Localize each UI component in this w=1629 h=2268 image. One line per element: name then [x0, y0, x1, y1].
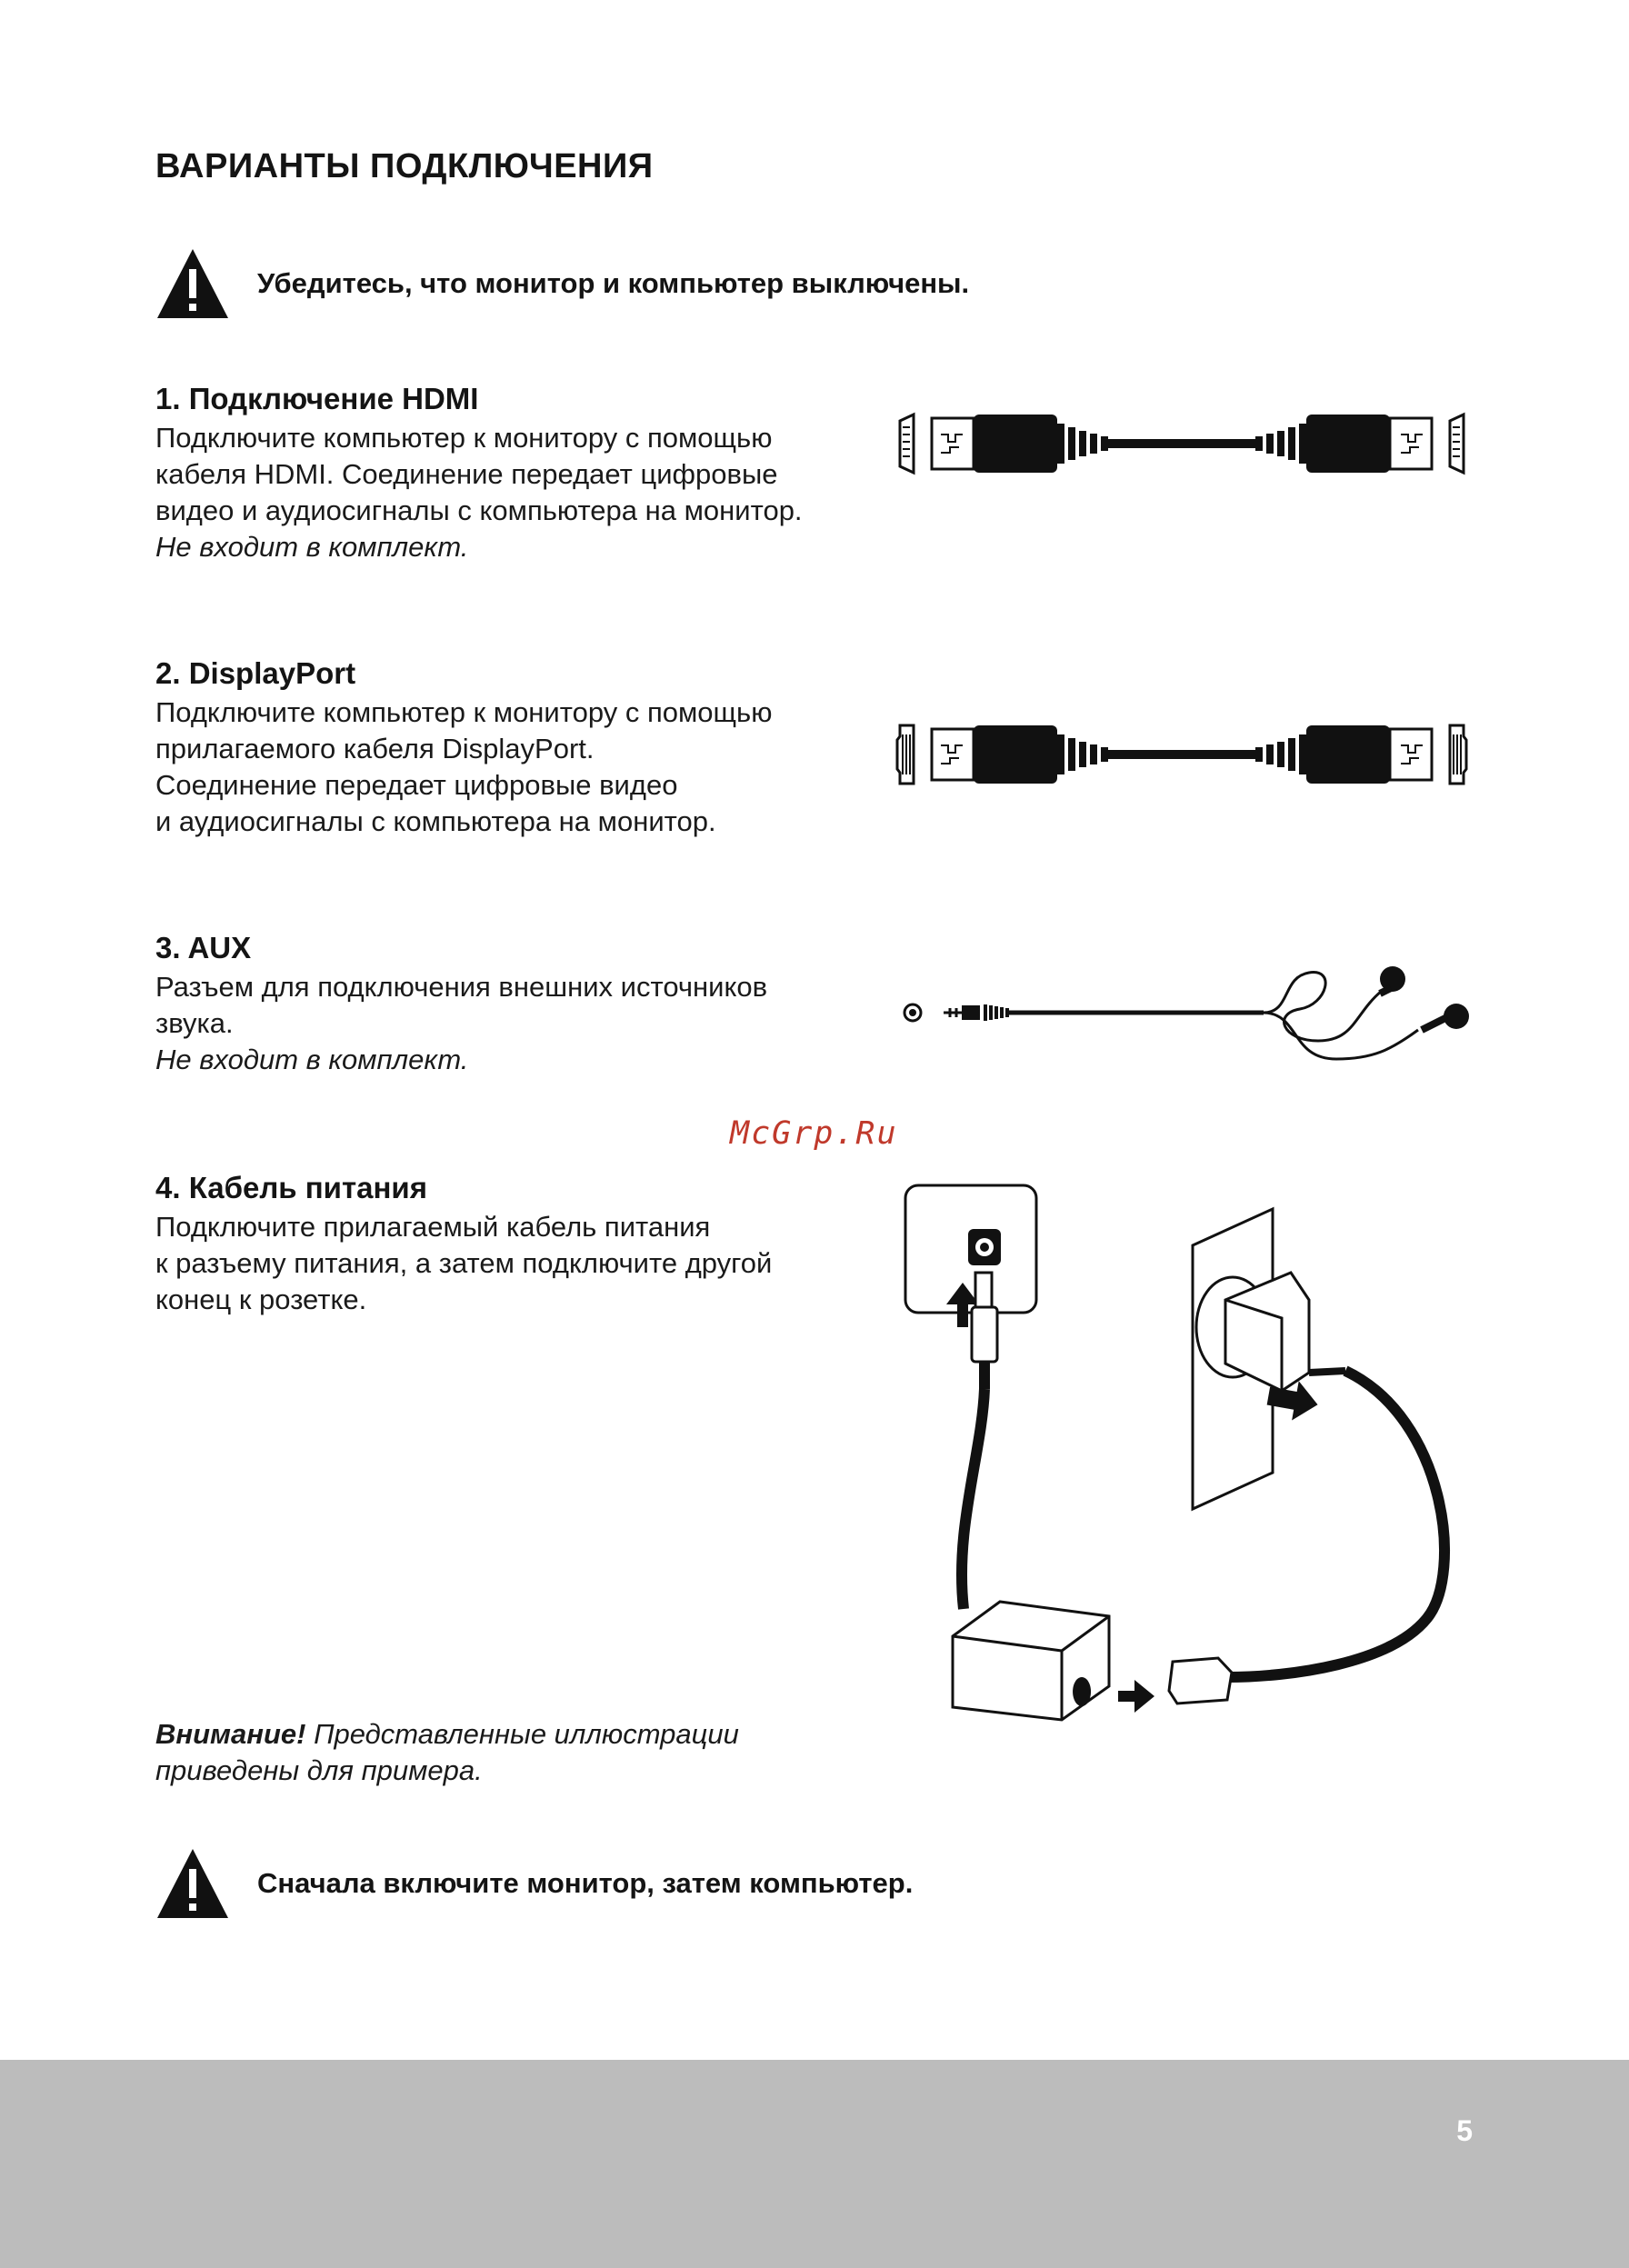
section-line: Подключите прилагаемый кабель питания: [155, 1211, 711, 1243]
note: [155, 1716, 810, 1789]
warning-bottom-text: Сначала включите монитор, затем компьютер.: [257, 1867, 914, 1899]
warning-top: [155, 247, 969, 320]
warning-top-text: Убедитесь, что монитор и компьютер выключены.: [257, 267, 970, 299]
section-note: Не входит в комплект.: [155, 1044, 469, 1075]
section-line: к разъему питания, а затем подключите другой: [155, 1247, 773, 1279]
aux-earphones-icon: [900, 959, 1482, 1077]
section-line: звука.: [155, 1007, 234, 1039]
note-line2: приведены для примера.: [155, 1754, 483, 1786]
hdmi-cable-icon: [895, 407, 1468, 480]
section-line: видео и аудиосигналы с компьютера на монитор.: [155, 495, 803, 526]
section-line: Подключите компьютер к монитору с помощью: [155, 696, 773, 728]
watermark: McGrp.Ru: [730, 1115, 898, 1152]
note-text: Представленные иллюстрации: [305, 1718, 739, 1750]
section-aux: [155, 931, 883, 1078]
note-bold: Внимание!: [155, 1718, 306, 1750]
section-displayport: [155, 656, 883, 840]
section-note: Не входит в комплект.: [155, 531, 469, 563]
section-line: кабеля HDMI. Соединение передает цифровые: [155, 458, 778, 490]
section-heading: 1. Подключение HDMI: [155, 382, 479, 415]
section-line: прилагаемого кабеля DisplayPort.: [155, 733, 595, 764]
displayport-cable-icon: [895, 718, 1468, 791]
section-heading: 2. DisplayPort: [155, 656, 356, 690]
section-heading: 4. Кабель питания: [155, 1171, 427, 1204]
section-heading: 3. AUX: [155, 931, 252, 964]
page-footer: [0, 2060, 1629, 2268]
warning-bottom: [155, 1847, 913, 1920]
power-cable-icon: [900, 1182, 1482, 1727]
section-line: Соединение передает цифровые видео: [155, 769, 678, 801]
page-number: 5: [1456, 2114, 1473, 2147]
warning-triangle-icon: [155, 247, 230, 320]
section-line: Разъем для подключения внешних источников: [155, 971, 768, 1003]
section-power: [155, 1171, 883, 1318]
section-line: конец к розетке.: [155, 1284, 367, 1315]
section-line: Подключите компьютер к монитору с помощью: [155, 422, 773, 454]
warning-triangle-icon: [155, 1847, 230, 1920]
section-hdmi: [155, 382, 883, 565]
section-line: и аудиосигналы с компьютера на монитор.: [155, 805, 716, 837]
page-title: ВАРИАНТЫ ПОДКЛЮЧЕНИЯ: [155, 147, 654, 185]
